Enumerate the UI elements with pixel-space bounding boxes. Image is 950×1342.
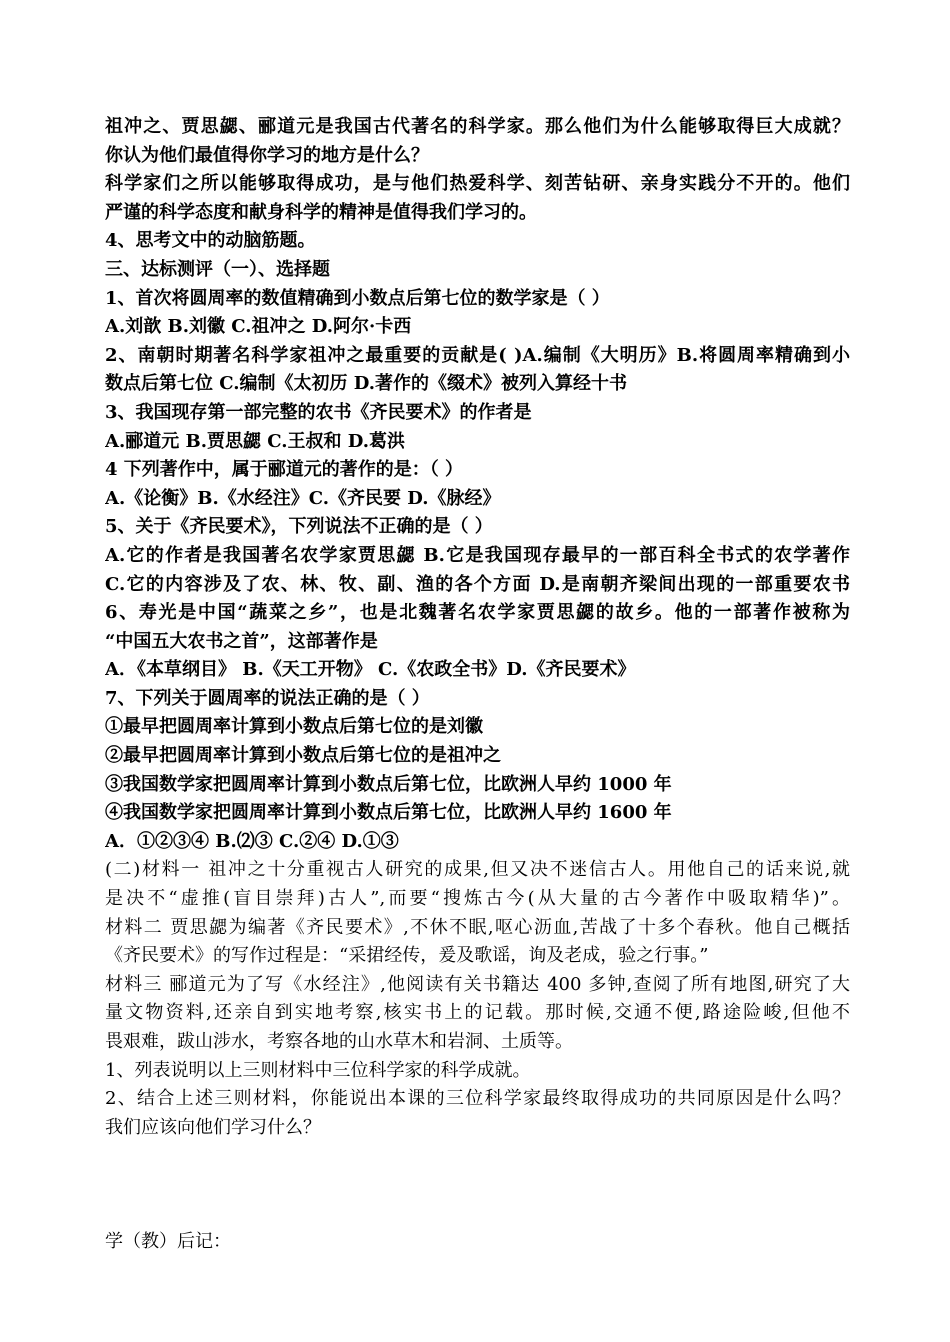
statement-4: ④我国数学家把圆周率计算到小数点后第七位，比欧洲人早约 1600 年: [105, 802, 672, 824]
question-5-options-a-b: A.它的作者是我国著名农学家贾思勰 B.它是我国现存最早的一部百科全书式的农学著作: [105, 544, 850, 566]
task-2: 2、结合上述三则材料，你能说出本课的三位科学家最终取得成功的共同原因是什么吗？: [105, 1088, 850, 1110]
material-2-line-2: 《齐民要术》的写作过程是：“采捃经传，爰及歌谣，询及老成，验之行事。”: [105, 945, 709, 967]
question-6-options: A．《本草纲目》 B.《天工开物》 C.《农政全书》D.《齐民要术》: [105, 659, 636, 681]
statement-2: ②最早把圆周率计算到小数点后第七位的是祖冲之: [105, 745, 501, 767]
question-5-options-c-d: C.它的内容涉及了农、林、牧、副、渔的各个方面 D.是南朝齐梁间出现的一部重要农书: [105, 573, 850, 595]
question-7: 7、下列关于圆周率的说法正确的是（ ）: [105, 687, 430, 709]
statement-3: ③我国数学家把圆周率计算到小数点后第七位，比欧洲人早约 1000 年: [105, 773, 672, 795]
question-1: 1、首次将圆周率的数值精确到小数点后第七位的数学家是（ ）: [105, 287, 610, 309]
question-1-options: A.刘歆 B.刘徽 C.祖冲之 D.阿尔·卡西: [105, 316, 412, 338]
text-line-4: 严谨的科学态度和献身科学的精神是值得我们学习的。: [105, 201, 537, 223]
document-page: [105, 113, 850, 1257]
question-7-options: A．①②③④ B.⑵③ C.②④ D.①③: [105, 830, 399, 852]
question-4: 4 下列著作中，属于郦道元的著作的是：（ ）: [105, 459, 464, 481]
material-2-line-1: 材料二 贾思勰为编著《齐民要术》,不休不眠,呕心沥血,苦战了十多个春秋。他自己概括: [105, 916, 850, 938]
material-3-line-3: 畏艰难，跋山涉水，考察各地的山水草木和岩洞、土质等。: [105, 1031, 573, 1052]
question-5: 5、关于《齐民要术》，下列说法不正确的是（ ）: [105, 516, 493, 538]
question-3: 3、我国现存第一部完整的农书《齐民要术》的作者是: [105, 401, 532, 423]
question-2-options: 数点后第七位 C.编制《太初历 D.著作的《缀术》被列入算经十书: [105, 373, 628, 395]
question-6-cont: “中国五大农书之首”，这部著作是: [105, 630, 378, 652]
task-2-cont: 我们应该向他们学习什么？: [105, 1116, 321, 1138]
section-heading: 三、达标测评（一）、选择题: [105, 258, 330, 280]
material-3-line-1: 材料三 郦道元为了写《水经注》,他阅读有关书籍达 400 多钟,查阅了所有地图,研究了大: [105, 973, 850, 995]
question-6: 6、寿光是中国“蔬菜之乡”，也是北魏著名农学家贾思勰的故乡。他的一部著作被称为: [105, 602, 850, 624]
blank-space: [105, 1142, 850, 1228]
statement-1: ①最早把圆周率计算到小数点后第七位的是刘徽: [105, 716, 483, 738]
material-3-line-2: 量文物资料,还亲自到实地考察,核实书上的记载。那时候,交通不便,路途险峻,但他不: [105, 1002, 850, 1024]
question-3-options: A.郦道元 B.贾思勰 C.王叔和 D.葛洪: [105, 430, 406, 452]
text-line-5: 4、思考文中的动脑筋题。: [105, 230, 316, 252]
task-1: 1、列表说明以上三则材料中三位科学家的科学成就。: [105, 1059, 531, 1081]
text-line-3: 科学家们之所以能够取得成功，是与他们热爱科学、刻苦钻研、亲身实践分不开的。他们: [105, 173, 850, 195]
text-line-1: 祖冲之、贾思勰、郦道元是我国古代著名的科学家。那么他们为什么能够取得巨大成就？: [105, 116, 850, 137]
material-1-line-2: 是决不“虚推(盲目崇拜)古人”,而要“搜炼古今(从大量的古今著作中吸取精华)”。: [105, 888, 850, 910]
material-1-line-1: (二)材料一 祖冲之十分重视古人研究的成果,但又决不迷信古人。用他自己的话来说,就: [105, 859, 850, 881]
question-4-options: A.《论衡》B.《水经注》C.《齐民要 D.《脉经》: [105, 487, 501, 509]
afterword-label: 学（教）后记：: [105, 1231, 231, 1253]
question-2: 2、南朝时期著名科学家祖冲之最重要的贡献是( )A.编制《大明历》B.将圆周率精确到小: [105, 344, 850, 366]
text-line-2: 你认为他们最值得你学习的地方是什么？: [105, 144, 429, 166]
